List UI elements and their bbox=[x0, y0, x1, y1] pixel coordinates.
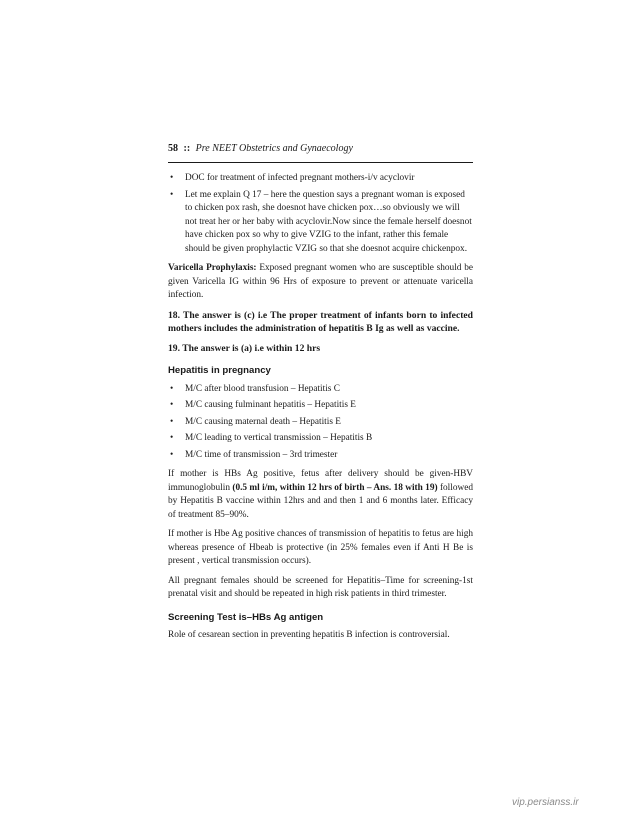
list-item: • M/C causing fulminant hepatitis – Hepatitis E bbox=[170, 400, 356, 410]
answer-19: 19. The answer is (a) i.e within 12 hrs bbox=[168, 342, 321, 354]
hepatitis-heading: Hepatitis in pregnancy bbox=[168, 365, 271, 376]
list-item: • M/C causing maternal death – Hepatitis E bbox=[170, 416, 341, 427]
varicella-paragraph: Varicella Prophylaxis: Exposed pregnant women who are susceptible should be given Varicella IG within 96 Hrs of exposure to prevent or attenuate varicella infection. bbox=[168, 263, 473, 300]
screening-heading: Screening Test is–HBs Ag antigen bbox=[168, 611, 324, 623]
hbe-paragraph: If mother is Hbe Ag positive chances of transmission of hepatitis to fetus are high whereas presence of Hbeab is protective (in 25% females even if Anti H Be is present , vertical transmission occurs). bbox=[168, 529, 473, 566]
list-item: • M/C leading to vertical transmission – Hepatitis B bbox=[170, 433, 373, 443]
list-item: • Let me explain Q 17 – here the question says a pregnant woman is exposed to chicken pox rash, she doesnot have chicken pox…so obviously we will not treat her or her baby with acyclovir.Now since the female herself doesnot have chicken pox so why to give VZIG to the infant, rather this female should be given prophylactic VZIG so that she doesnot acquire chickenpox. bbox=[170, 189, 472, 254]
running-head bbox=[168, 142, 473, 163]
list-item: • M/C after blood transfusion – Hepatitis C bbox=[170, 383, 340, 394]
doc-bullet-list bbox=[168, 172, 473, 256]
book-title: NEET Obstetrics and Gynaecology bbox=[212, 143, 353, 154]
varicella-label: Varicella Prophylaxis: bbox=[168, 263, 257, 273]
page-number: 58 bbox=[168, 143, 178, 154]
page-content bbox=[168, 142, 473, 649]
hepatitis-bullet-list bbox=[168, 383, 473, 463]
list-item: • M/C time of transmission – 3rd trimester bbox=[170, 449, 338, 460]
watermark: vip.persianss.ir bbox=[512, 797, 579, 808]
hbv-paragraph: If mother is HBs Ag positive, fetus after delivery should be given-HBV immunoglobulin (0.5 ml i/m, within 12 hrs of birth – Ans. 18 with 19) followed by Hepatitis B vaccine within 12hrs and and then 1 and 6 months later. Efficacy of treatment 85–90%. bbox=[168, 469, 473, 520]
answer-18: 18. The answer is (c) i.e The proper treatment of infants born to infected mothers includes the administration of hepatitis B Ig as well as vaccine. bbox=[168, 309, 473, 334]
screening-paragraph: All pregnant females should be screened for Hepatitis–Time for screening-1st prenatal visit and should be repeated in high risk patients in third trimester. bbox=[168, 575, 473, 599]
list-item: • DOC for treatment of infected pregnant mothers-i/v acyclovir bbox=[170, 173, 415, 183]
cesarean-paragraph: Role of cesarean section in preventing hepatitis B infection is controversial. bbox=[168, 630, 450, 640]
book-title-prefix: Pre bbox=[195, 143, 210, 154]
header-separator: :: bbox=[183, 143, 191, 154]
